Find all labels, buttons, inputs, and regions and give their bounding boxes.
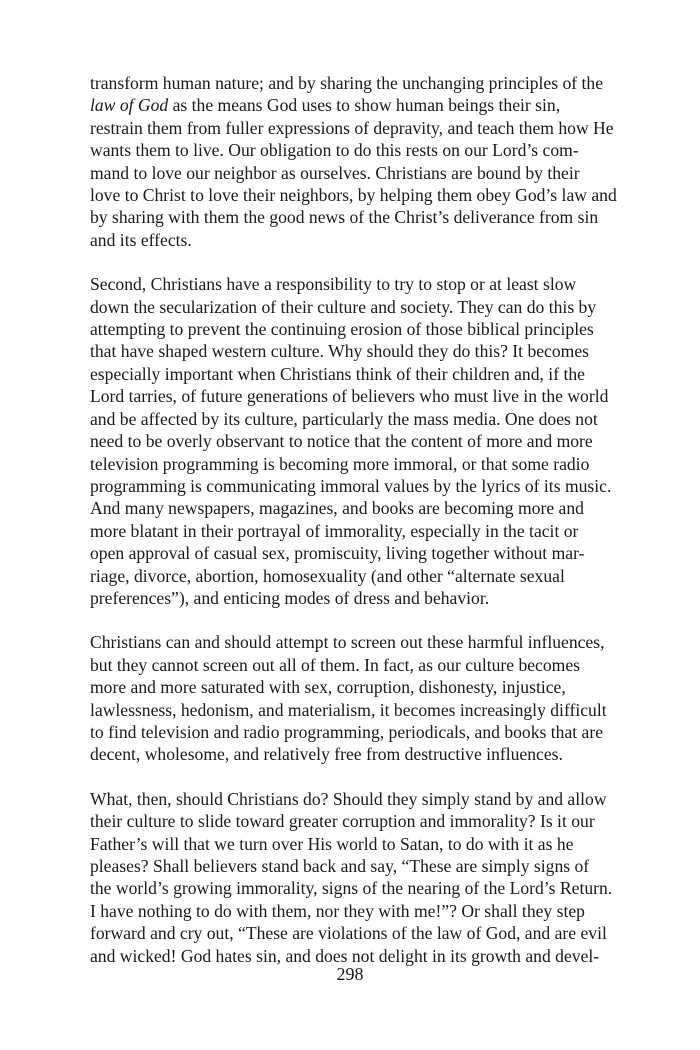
- paragraph-gap: [90, 609, 670, 631]
- text-line: preferences”), and enticing modes of dress and behavior.: [90, 587, 490, 608]
- paragraph-3: [90, 631, 670, 765]
- text-line: Christians can and should attempt to screen out these harmful influences,: [90, 632, 605, 653]
- text-line: the world’s growing immorality, signs of the nearing of the Lord’s Return.: [90, 878, 613, 899]
- text-line: open approval of casual sex, promiscuity, living together without mar-: [90, 543, 585, 564]
- text-line: down the secularization of their culture and society. They can do this by: [90, 296, 597, 317]
- paragraph-2: [90, 273, 670, 609]
- page-number: 298: [336, 964, 364, 984]
- text-line: their culture to slide toward greater corruption and immorality? Is it our: [90, 811, 595, 832]
- body-text: [90, 72, 670, 967]
- text-line: love to Christ to love their neighbors, by helping them obey God’s law and: [90, 185, 617, 206]
- italic-term: law of God: [90, 95, 169, 116]
- text-line: and its effects.: [90, 229, 192, 250]
- text-line: wants them to live. Our obligation to do this rests on our Lord’s com-: [90, 140, 579, 161]
- text-line: attempting to prevent the continuing erosion of those biblical principles: [90, 319, 594, 340]
- text-line: forward and cry out, “These are violations of the law of God, and are evil: [90, 923, 607, 944]
- text-line: law of God as the means God uses to show human beings their sin,: [90, 95, 561, 116]
- text-line: riage, divorce, abortion, homosexuality (and other “alternate sexual: [90, 565, 565, 586]
- text-line: need to be overly observant to notice that the content of more and more: [90, 431, 593, 452]
- text-line: What, then, should Christians do? Should they simply stand by and allow: [90, 788, 607, 809]
- text-line: Lord tarries, of future generations of believers who must live in the world: [90, 386, 609, 407]
- text-line: mand to love our neighbor as ourselves. Christians are bound by their: [90, 162, 580, 183]
- text-line: that have shaped western culture. Why should they do this? It becomes: [90, 341, 590, 362]
- text-line: by sharing with them the good news of the Christ’s deliverance from sin: [90, 207, 599, 228]
- text-line: and be affected by its culture, particularly the mass media. One does not: [90, 408, 598, 429]
- text-line: Father’s will that we turn over His world to Satan, to do with it as he: [90, 833, 574, 854]
- text-line: lawlessness, hedonism, and materialism, it becomes increasingly difficult: [90, 699, 607, 720]
- paragraph-gap: [90, 766, 670, 788]
- paragraph-1: [90, 72, 670, 251]
- paragraph-4: [90, 788, 670, 967]
- text-line: I have nothing to do with them, nor they with me!”? Or shall they step: [90, 900, 585, 921]
- paragraph-gap: [90, 251, 670, 273]
- text-line: restrain them from fuller expressions of depravity, and teach them how He: [90, 117, 614, 138]
- text-line: television programming is becoming more immoral, or that some radio: [90, 453, 590, 474]
- text-line: more and more saturated with sex, corruption, dishonesty, injustice,: [90, 677, 566, 698]
- text-line: programming is communicating immoral values by the lyrics of its music.: [90, 475, 612, 496]
- text-line: decent, wholesome, and relatively free from destructive influences.: [90, 744, 563, 765]
- text-line: more blatant in their portrayal of immorality, especially in the tacit or: [90, 520, 579, 541]
- text-line: but they cannot screen out all of them. In fact, as our culture becomes: [90, 654, 581, 675]
- text-line: pleases? Shall believers stand back and say, “These are simply signs of: [90, 856, 590, 876]
- text-line: and wicked! God hates sin, and does not delight in its growth and devel-: [90, 945, 600, 966]
- text-line: And many newspapers, magazines, and books are becoming more and: [90, 498, 584, 519]
- text-line: transform human nature; and by sharing the unchanging principles of the: [90, 73, 604, 93]
- text-line: to find television and radio programming, periodicals, and books that are: [90, 721, 604, 742]
- text-line: especially important when Christians think of their children and, if the: [90, 363, 585, 384]
- text-line: Second, Christians have a responsibility to try to stop or at least slow: [90, 274, 577, 295]
